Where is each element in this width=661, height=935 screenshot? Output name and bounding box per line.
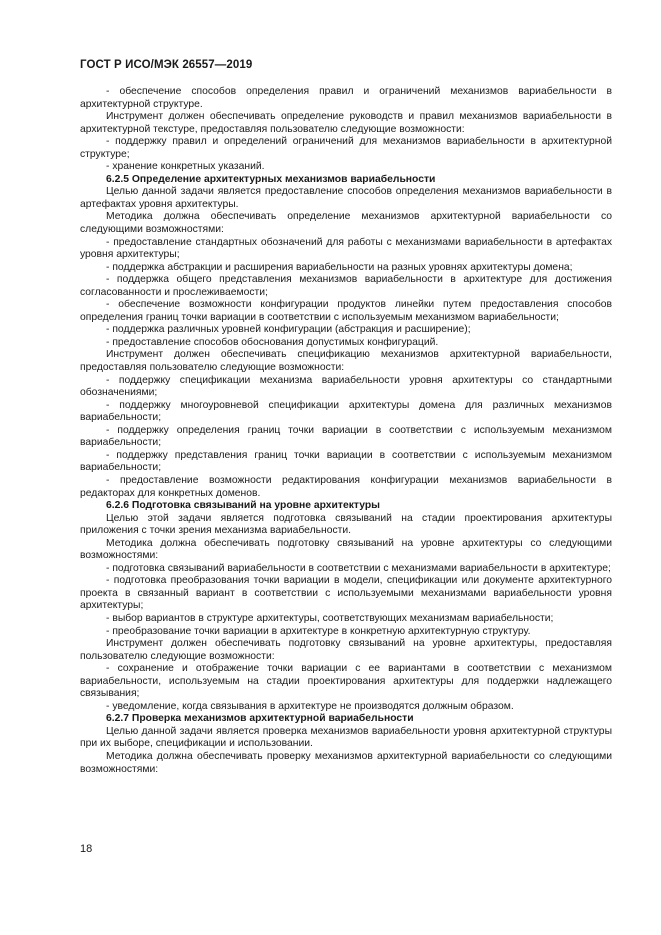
paragraph: Методика должна обеспечивать проверку механизмов архитектурной вариабельности со следующими возможностями: — [80, 750, 612, 775]
paragraph: - хранение конкретных указаний. — [106, 161, 265, 173]
paragraph: Инструмент должен обеспечивать определение руководств и правил механизмов вариабельности в архитектурной текстуре, предоставляя пользователю следующие возможности: — [80, 111, 612, 135]
paragraph: Методика должна обеспечивать определение механизмов архитектурной вариабельности со следующими возможностями: — [80, 211, 612, 236]
paragraph: - уведомление, когда связывания в архитектуре не производятся должным образом. — [106, 700, 514, 712]
section-heading: 6.2.6 Подготовка связываний на уровне архитектуры — [106, 500, 380, 512]
page-number: 18 — [80, 843, 93, 855]
paragraph: Методика должна обеспечивать подготовку связываний на уровне архитектуры со следующими возможностями: — [80, 537, 612, 562]
paragraph: Инструмент должен обеспечивать подготовку связываний на уровне архитектуры, предоставляя пользователю следующие возможности: — [80, 638, 612, 662]
paragraph: - поддержка общего представления механизмов вариабельности в архитектуре для достижения согласованности и прослеживаемости; — [80, 274, 612, 298]
paragraph: - поддержку спецификации механизма вариабельности уровня архитектуры со стандартными обозначениями; — [80, 374, 612, 399]
paragraph: Инструмент должен обеспечивать спецификацию механизмов архитектурной вариабельности, предоставляя пользователю следующие возможности: — [80, 349, 612, 374]
paragraph: - поддержку представления границ точки вариации в соответствии с используемым механизмом вариабельности; — [80, 449, 612, 474]
paragraph: - предоставление возможности редактирования конфигурации механизмов вариабельности в редакторах для конкретных доменов. — [80, 474, 612, 499]
paragraph: - сохранение и отображение точки вариации с ее вариантами в соответствии с механизмом вариабельности, используемым на стадии проектирования архитектуры для поддержки надлежащего связывания; — [80, 663, 612, 700]
paragraph: - подготовка преобразования точки вариации в модели, спецификации или документе архитектурного проекта в связанный вариант в соответствии с используемыми механизмами вариабельности уровня архитектуры; — [80, 575, 612, 612]
paragraph: - подготовка связываний вариабельности в соответствии с механизмами вариабельности в архитектуре; — [106, 562, 611, 574]
paragraph: - обеспечение возможности конфигурации продуктов линейки путем предоставления способов определения границ точки вариации в соответствии с используемым механизмом вариабельности; — [80, 299, 612, 323]
paragraph: - поддержка абстракции и расширения вариабельности на разных уровнях архитектуры домена; — [106, 261, 573, 273]
section-heading: 6.2.5 Определение архитектурных механизмов вариабельности — [106, 173, 436, 185]
page-header-title: ГОСТ Р ИСО/МЭК 26557—2019 — [80, 59, 253, 71]
document-body — [80, 86, 612, 776]
paragraph: Целью этой задачи является подготовка связываний на стадии проектирования архитектуры приложения с точки зрения механизма вариабельности. — [80, 512, 612, 537]
paragraph: - выбор вариантов в структуре архитектуры, соответствующих механизмам вариабельности; — [106, 612, 554, 624]
paragraph: Целью данной задачи является предоставление способов определения механизмов вариабельности в артефактах уровня архитектуры. — [80, 186, 612, 210]
paragraph: - обеспечение способов определения правил и ограничений механизмов вариабельности в архитектурной структуре. — [80, 86, 612, 110]
paragraph: - предоставление способов обоснования допустимых конфигураций. — [106, 336, 439, 348]
paragraph: - преобразование точки вариации в архитектуре в конкретную архитектурную структуру. — [106, 625, 531, 637]
paragraph: - поддержка различных уровней конфигурации (абстракция и расширение); — [106, 324, 471, 336]
section-heading: 6.2.7 Проверка механизмов архитектурной вариабельности — [106, 713, 414, 725]
paragraph: - предоставление стандартных обозначений для работы с механизмами вариабельности в артефактах уровня архитектуры; — [80, 236, 612, 261]
paragraph: - поддержку многоуровневой спецификации архитектуры домена для различных механизмов вариабельности; — [80, 399, 612, 424]
paragraph: Целью данной задачи является проверка механизмов вариабельности уровня архитектурной структуры при их выборе, спецификации и использовании. — [80, 725, 612, 750]
paragraph: - поддержку определения границ точки вариации в соответствии с используемым механизмом вариабельности; — [80, 424, 612, 449]
paragraph: - поддержку правил и определений ограничений для механизмов вариабельности в архитектурной структуре; — [80, 136, 612, 160]
